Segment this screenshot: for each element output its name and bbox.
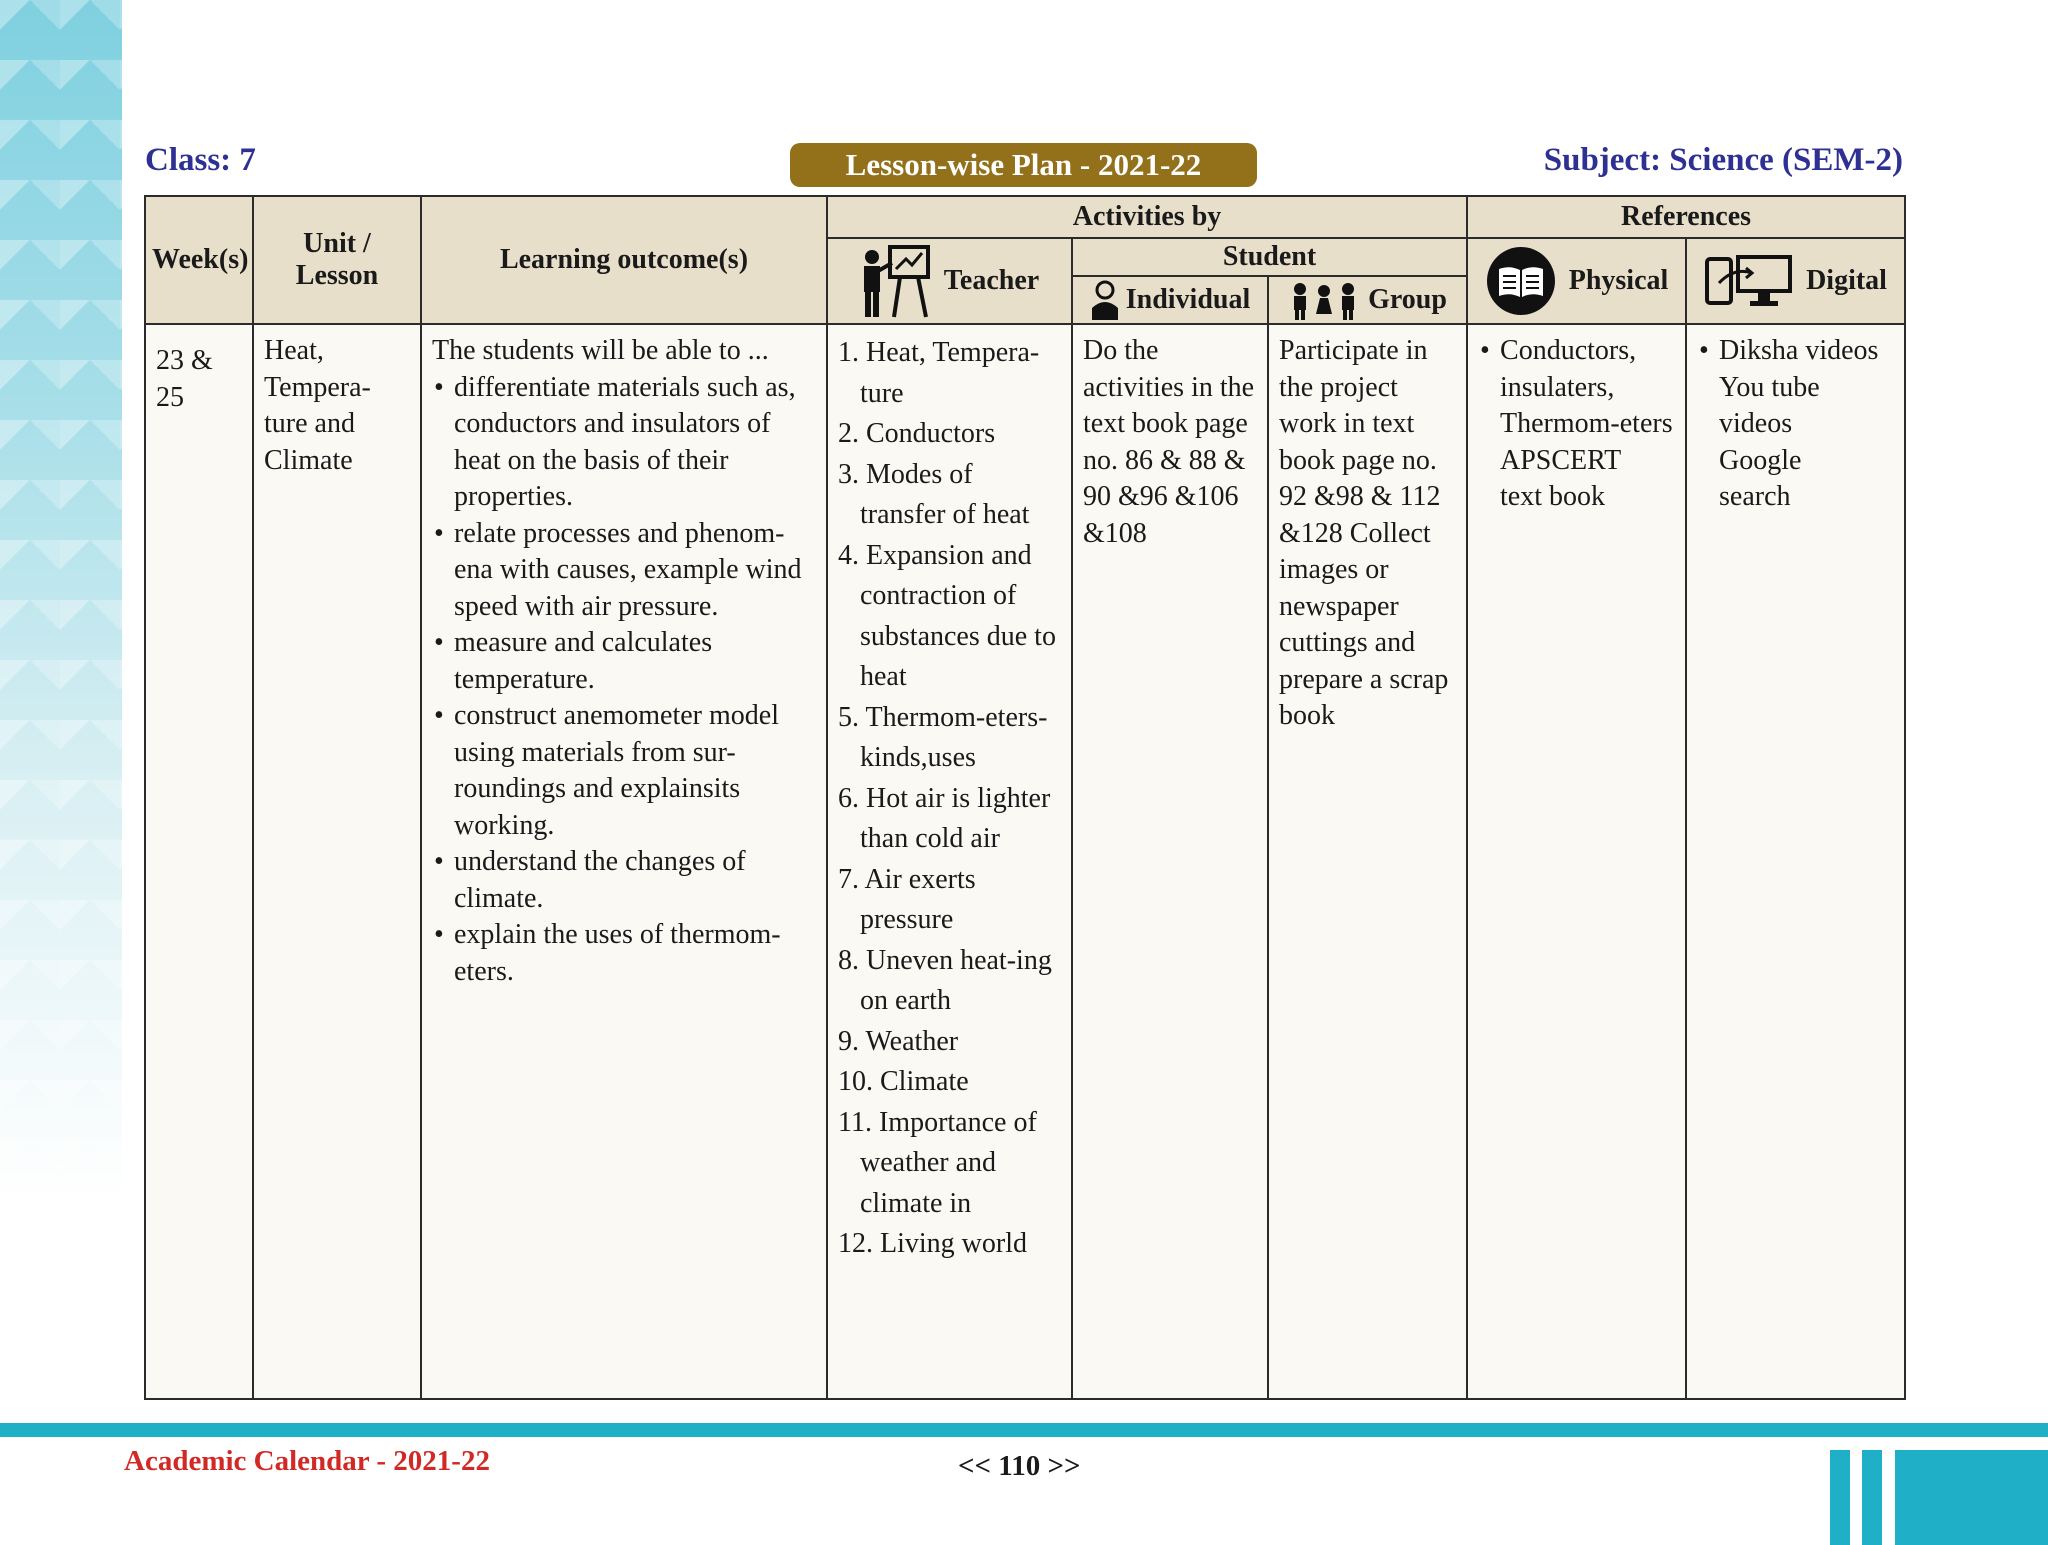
outcomes-list bbox=[432, 370, 816, 991]
outcomes-intro: The students will be able to ... bbox=[432, 335, 769, 366]
digital-references-list bbox=[1697, 333, 1894, 516]
teacher-topics-cell bbox=[827, 324, 1072, 1399]
list-item: 8. Uneven heat-ing on earth bbox=[838, 944, 1052, 1016]
weeks-header: Week(s) bbox=[145, 196, 253, 324]
digital-references-cell bbox=[1686, 324, 1905, 1399]
page-number: << 110 >> bbox=[958, 1450, 1081, 1482]
list-item: 10. Climate bbox=[838, 1066, 969, 1097]
person-icon bbox=[1090, 280, 1120, 320]
list-item: videos bbox=[1719, 408, 1793, 439]
learning-outcomes-header: Learning outcome(s) bbox=[421, 196, 827, 324]
list-item: • measure and calculates temperature. bbox=[432, 625, 816, 698]
list-item: • differentiate materials such as, conductors and insulators of heat on the basis of their properties. bbox=[432, 370, 816, 516]
lesson-plan-table bbox=[144, 195, 1906, 1400]
list-item: • explain the uses of thermom-eters. bbox=[432, 917, 816, 990]
list-item: • construct anemometer model using materials from sur-roundings and explainsits working. bbox=[432, 698, 816, 844]
references-header: References bbox=[1467, 196, 1905, 238]
list-item: 9. Weather bbox=[838, 1025, 959, 1057]
digital-header: Digital bbox=[1686, 238, 1905, 324]
plan-title-badge: Lesson-wise Plan - 2021-22 bbox=[790, 143, 1257, 187]
list-item: 1. Heat, Tempera-ture bbox=[838, 337, 1040, 409]
physical-references-list bbox=[1478, 333, 1675, 516]
list-item: 7. Air exerts pressure bbox=[838, 863, 976, 935]
list-item: • Diksha videos bbox=[1719, 335, 1879, 366]
list-item: 11. Importance of weather and climate in bbox=[838, 1106, 1037, 1219]
footer-calendar-label: Academic Calendar - 2021-22 bbox=[124, 1445, 490, 1477]
teacher-topics-list bbox=[838, 333, 1061, 1265]
list-item: 5. Thermom-eters-kinds,uses bbox=[838, 701, 1048, 773]
list-item: insulaters, bbox=[1500, 371, 1615, 403]
list-item: text book bbox=[1500, 481, 1606, 512]
decorative-side-strip bbox=[0, 0, 122, 1200]
list-item: • relate processes and phenom-ena with causes, example wind speed with air pressure. bbox=[432, 516, 816, 626]
student-header: Student bbox=[1072, 238, 1467, 276]
unit-cell: Heat, Tempera-ture and Climate bbox=[253, 324, 421, 1399]
physical-header: Physical bbox=[1467, 238, 1686, 324]
list-item: Google bbox=[1719, 444, 1802, 476]
individual-activity-cell: Do the activities in the text book page no. 86 & 88 & 90 &96 &106 &108 bbox=[1072, 324, 1268, 1399]
list-item: • understand the changes of climate. bbox=[432, 844, 816, 917]
list-item: 6. Hot air is lighter than cold air bbox=[838, 782, 1051, 854]
list-item: APSCERT bbox=[1500, 444, 1622, 476]
footer-divider bbox=[0, 1423, 2048, 1437]
activities-by-header: Activities by bbox=[827, 196, 1467, 238]
weeks-cell: 23 & 25 bbox=[145, 324, 253, 1399]
group-activity-cell: Participate in the project work in text book page no. 92 &98 & 112 &128 Collect images or newspaper cuttings and prepare a scrap book bbox=[1268, 324, 1467, 1399]
unit-lesson-header: Unit / Lesson bbox=[253, 196, 421, 324]
corner-decoration-3 bbox=[1895, 1450, 2048, 1545]
individual-header: Individual bbox=[1072, 276, 1268, 324]
teacher-icon bbox=[860, 243, 932, 319]
class-label: Class: 7 bbox=[145, 142, 256, 178]
list-item: search bbox=[1719, 481, 1791, 512]
devices-icon bbox=[1704, 253, 1794, 309]
teacher-header: Teacher bbox=[827, 238, 1072, 324]
list-item: 4. Expansion and contraction of substances due to heat bbox=[838, 539, 1056, 692]
list-item: Thermom-eters bbox=[1500, 408, 1673, 439]
group-header: Group bbox=[1268, 276, 1467, 324]
list-item: 3. Modes of transfer of heat bbox=[838, 458, 1030, 530]
list-item: 12. Living world bbox=[838, 1228, 1027, 1259]
learning-outcomes-cell bbox=[421, 324, 827, 1399]
list-item: • Conductors, bbox=[1500, 335, 1637, 366]
subject-label: Subject: Science (SEM-2) bbox=[1543, 142, 1903, 178]
corner-decoration-1 bbox=[1830, 1450, 1850, 1545]
list-item: You tube bbox=[1719, 371, 1820, 403]
physical-references-cell bbox=[1467, 324, 1686, 1399]
corner-decoration-2 bbox=[1862, 1450, 1882, 1545]
group-icon bbox=[1288, 280, 1360, 320]
list-item: 2. Conductors bbox=[838, 418, 996, 449]
book-icon bbox=[1485, 245, 1557, 317]
